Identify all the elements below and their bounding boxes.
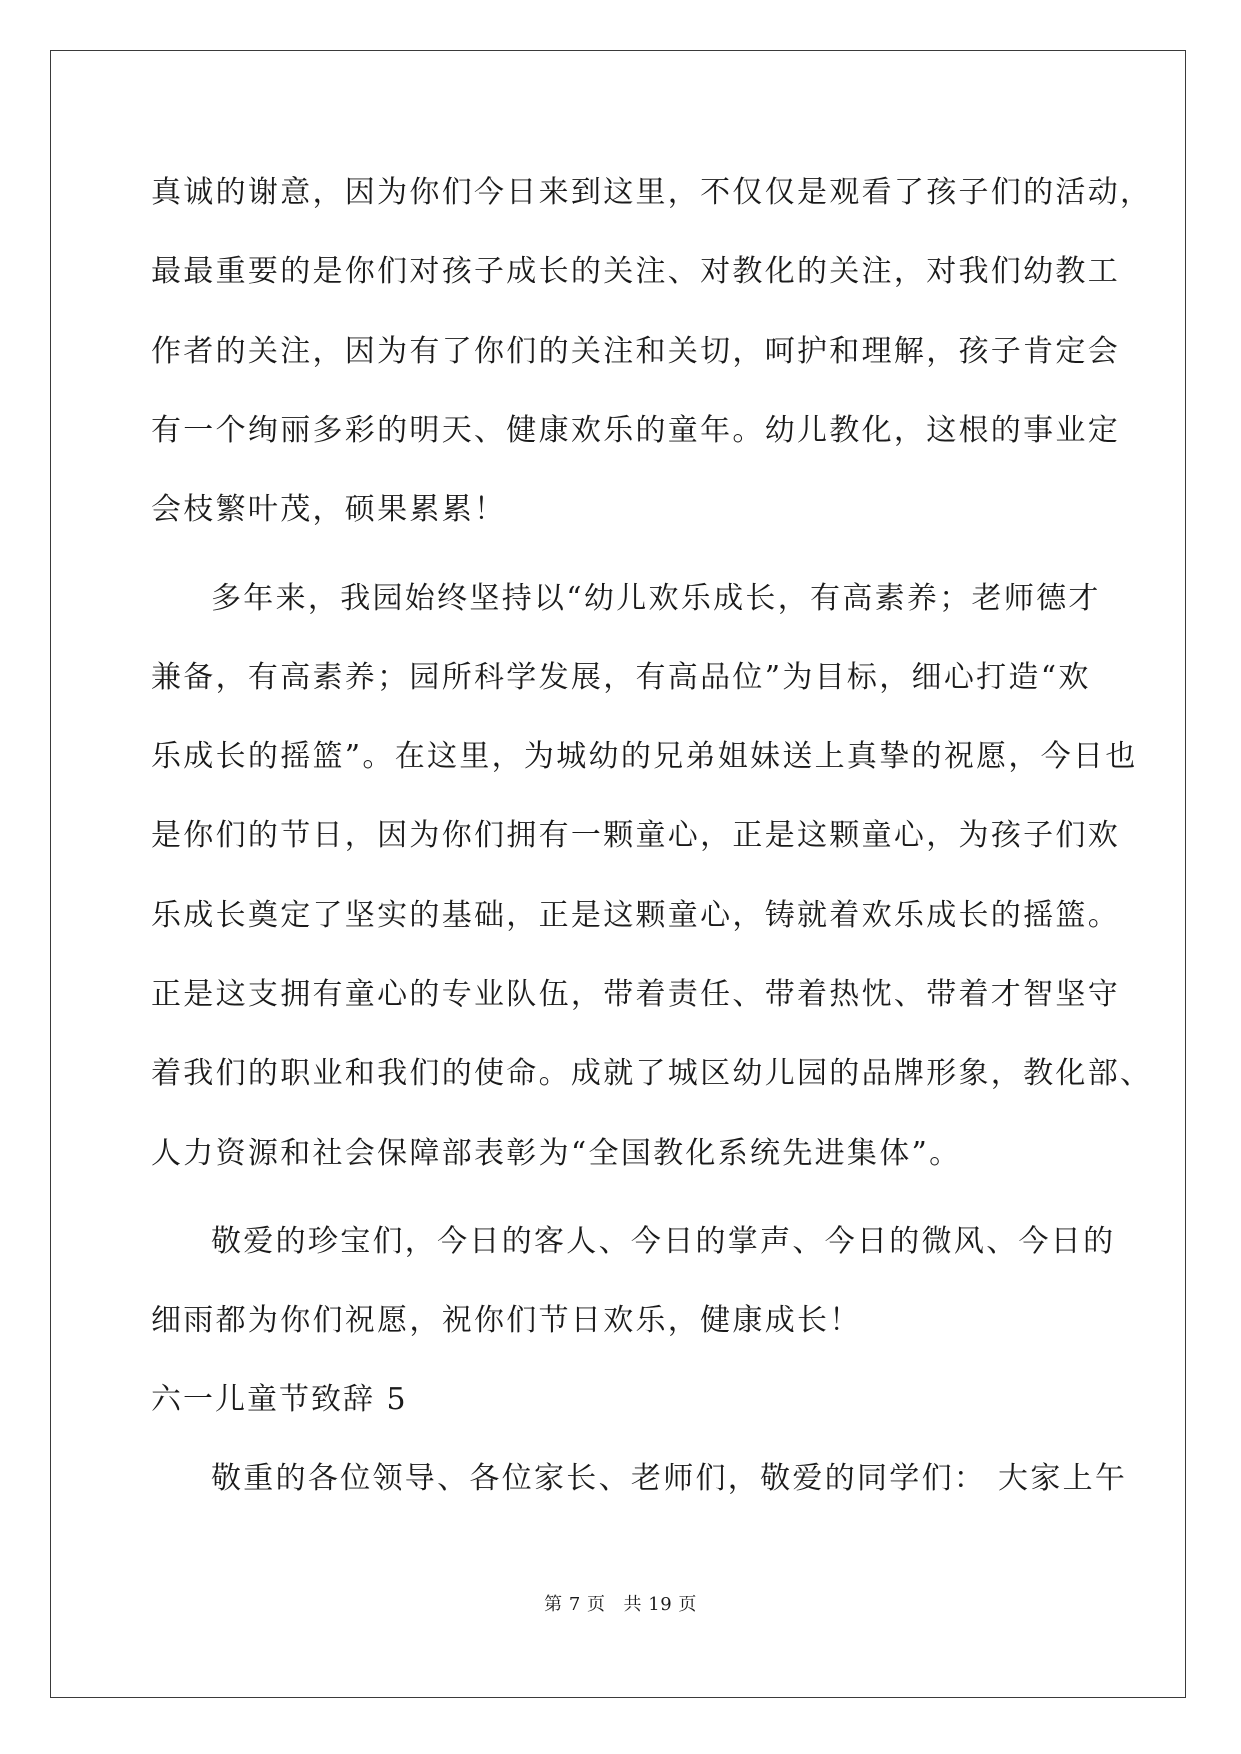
page-number: 第 7 页 — [544, 1594, 606, 1615]
paragraph-line: 兼备，有高素养；园所科学发展，有高品位”为目标，细心打造“欢 — [151, 660, 1091, 695]
paragraph-line: 是你们的节日，因为你们拥有一颗童心，正是这颗童心，为孩子们欢 — [151, 818, 1120, 853]
section-heading: 六一儿童节致辞 5 — [151, 1382, 408, 1417]
paragraph-line: 人力资源和社会保障部表彰为“全国教化系统先进集体”。 — [151, 1136, 962, 1171]
paragraph-line: 正是这支拥有童心的专业队伍，带着责任、带着热忱、带着才智坚守 — [151, 977, 1120, 1012]
paragraph-line: 有一个绚丽多彩的明天、健康欢乐的童年。幼儿教化，这根的事业定 — [151, 413, 1120, 448]
paragraph-line: 着我们的职业和我们的使命。成就了城区幼儿园的品牌形象，教化部、 — [151, 1056, 1153, 1091]
paragraph-line: 真诚的谢意，因为你们今日来到这里，不仅仅是观看了孩子们的活动， — [151, 175, 1153, 210]
paragraph-line: 敬爱的珍宝们，今日的客人、今日的掌声、今日的微风、今日的 — [211, 1224, 1116, 1259]
paragraph-line: 多年来，我园始终坚持以“幼儿欢乐成长，有高素养；老师德才 — [211, 581, 1101, 616]
page-footer — [0, 1593, 1241, 1617]
paragraph-line: 作者的关注，因为有了你们的关注和关切，呵护和理解，孩子肯定会 — [151, 334, 1120, 369]
paragraph-line: 乐成长奠定了坚实的基础，正是这颗童心，铸就着欢乐成长的摇篮。 — [151, 898, 1120, 933]
paragraph-line: 会枝繁叶茂，硕果累累！ — [151, 492, 507, 527]
paragraph-line: 敬重的各位领导、各位家长、老师们，敬爱的同学们： 大家上午 — [211, 1461, 1128, 1496]
paragraph-line: 乐成长的摇篮”。在这里，为城幼的兄弟姐妹送上真挚的祝愿，今日也 — [151, 739, 1138, 774]
paragraph-line: 最最重要的是你们对孩子成长的关注、对教化的关注，对我们幼教工 — [151, 254, 1120, 289]
page-total: 共 19 页 — [623, 1594, 697, 1615]
paragraph-line: 细雨都为你们祝愿，祝你们节日欢乐，健康成长！ — [151, 1303, 862, 1338]
page-border — [50, 50, 1186, 1698]
